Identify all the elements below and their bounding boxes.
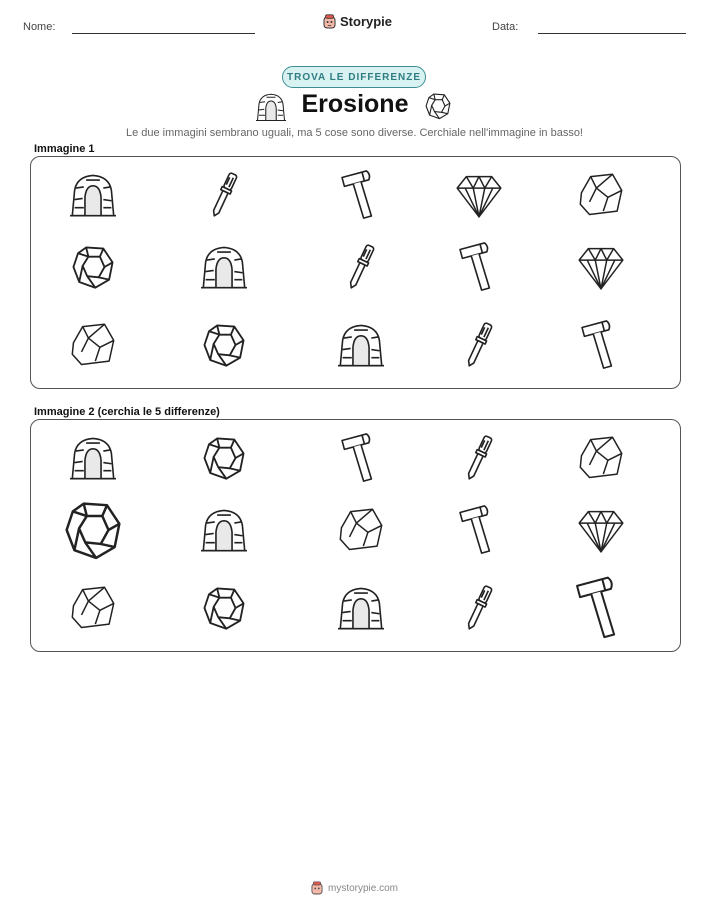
image1-grid <box>29 155 680 388</box>
rock-icon[interactable] <box>73 588 114 628</box>
chisel-icon <box>210 172 239 218</box>
chisel-icon[interactable] <box>465 585 494 631</box>
gem-icon <box>74 248 113 288</box>
gem-icon[interactable] <box>67 504 120 558</box>
arch-rock-icon[interactable] <box>70 439 116 479</box>
name-label: Nome: <box>23 21 56 33</box>
hammer-icon[interactable] <box>460 506 498 556</box>
brand-logo <box>323 14 392 29</box>
arch-rock-icon <box>70 176 116 216</box>
rock-icon <box>73 325 114 365</box>
arch-rock-icon <box>338 326 384 366</box>
image2-panel[interactable] <box>30 419 681 652</box>
hammer-icon[interactable] <box>577 577 625 640</box>
title-left-arch-rock-icon <box>255 92 287 127</box>
arch-rock-icon[interactable] <box>338 589 384 629</box>
rock-icon[interactable] <box>581 438 622 478</box>
hammer-icon <box>342 171 380 221</box>
rock-icon <box>581 175 622 215</box>
hammer-icon <box>582 321 620 371</box>
storypie-footer-mascot-icon <box>311 881 323 895</box>
hammer-icon <box>460 243 498 293</box>
arch-rock-icon[interactable] <box>201 511 247 551</box>
hammer-icon[interactable] <box>342 434 380 484</box>
arch-rock-icon <box>201 248 247 288</box>
diamond-icon <box>458 177 502 217</box>
image1-label: Immagine 1 <box>34 143 95 155</box>
chisel-icon[interactable] <box>465 435 494 481</box>
activity-badge: TROVA LE DIFFERENZE <box>282 66 426 88</box>
name-line[interactable] <box>72 33 255 34</box>
gem-icon <box>205 326 244 366</box>
page-title: Erosione <box>301 90 409 118</box>
diamond-icon[interactable] <box>580 512 624 552</box>
date-label: Data: <box>492 21 519 33</box>
storypie-mascot-icon <box>323 14 336 29</box>
footer <box>0 881 709 895</box>
rock-icon[interactable] <box>341 510 382 550</box>
footer-url[interactable]: mystorypie.com <box>327 882 398 894</box>
brand-name: Storypie <box>340 14 393 29</box>
gem-icon[interactable] <box>205 589 244 629</box>
diamond-icon <box>580 249 624 289</box>
image2-grid[interactable] <box>29 418 680 651</box>
image1-panel <box>30 156 681 389</box>
gem-icon[interactable] <box>205 439 244 479</box>
chisel-icon <box>465 322 494 368</box>
chisel-icon <box>347 244 376 290</box>
instructions: Le due immagini sembrano uguali, ma 5 cose sono diverse. Cerchiale nell'immagine in basso! <box>125 127 583 139</box>
image2-label: Immagine 2 (cerchia le 5 differenze) <box>34 406 220 418</box>
title-right-gem-icon <box>424 92 452 125</box>
date-line[interactable] <box>538 33 686 34</box>
